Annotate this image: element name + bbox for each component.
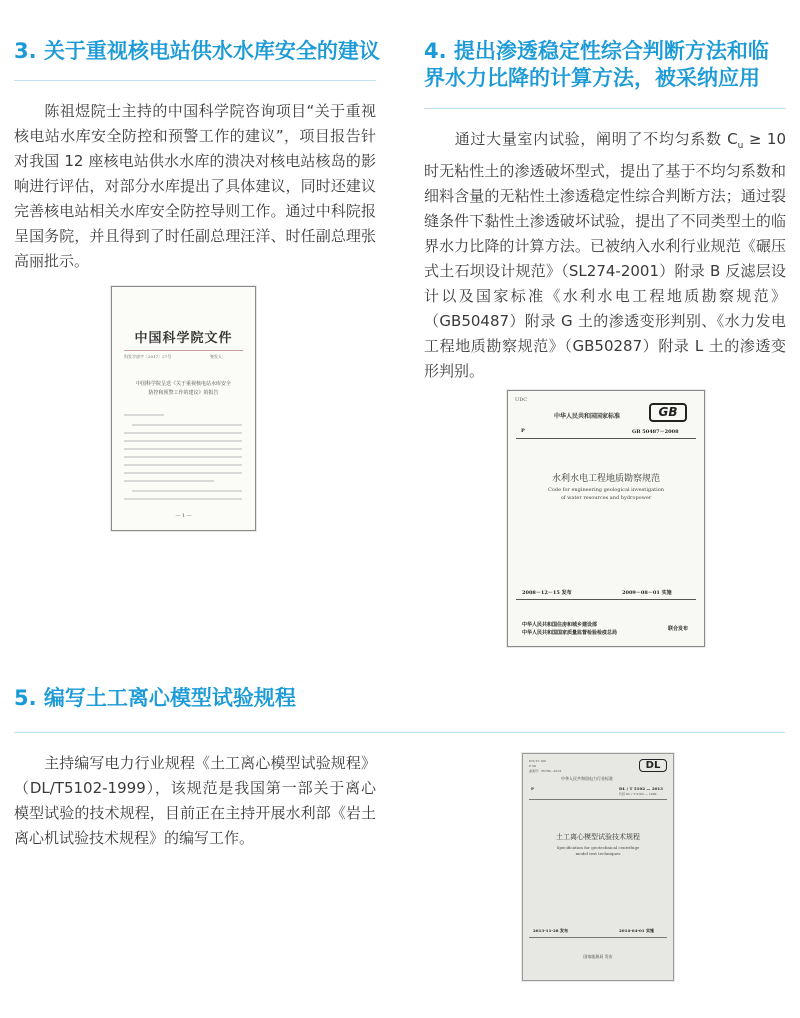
section3-title: 3. 关于重视核电站供水水库安全的建议 — [14, 39, 380, 63]
doc-ics: ICS 27.100 — [529, 759, 546, 763]
doc-title-en1: Specification for geotechnical centrifuge — [556, 845, 640, 850]
doc-issuer1: 中华人民共和国住房和城乡建设部 — [522, 622, 598, 628]
doc-effect-date: 2009－08－01 实施 — [622, 590, 672, 596]
doc-p-small: P 59 — [529, 764, 536, 768]
section3-divider — [14, 80, 376, 81]
section4-body-post: ≥ 10 时无粘性土的渗透破坏型式，提出了基于不均匀系数和细料含量的无粘性土渗透稳定性综合判断方法；通过裂缝条件下黏性土渗透破坏试验，提出了不同类型土的临界水力比降的计算方法。已被纳入水利行业规范《碾压式土石坝设计规范》（SL274-2001）附录 B 反滤层设计以及国家标准《水利水电工程地质勘察规范》（GB50487）附录 G 土的渗透变形判别、《水力发电工程地质勘察规范》（GB50287）附录 L 土的渗透变形判别。 — [424, 130, 786, 380]
section5-body — [14, 751, 376, 851]
doc-header: 中国科学院文件 — [134, 331, 233, 346]
section3-document-image — [111, 286, 256, 531]
section3-body — [14, 99, 376, 274]
doc-title-line1: 中国科学院呈送《关于重视核电站水库安全 — [135, 381, 231, 387]
doc-code: DL / T 5102 — 2013 — [619, 786, 663, 791]
section4-document-image — [507, 390, 705, 647]
section4-title-line2: 界水力比降的计算方法，被采纳应用 — [424, 66, 760, 90]
section5-divider — [14, 732, 785, 733]
doc-title-cn: 水利水电工程地质勘察规范 — [551, 474, 660, 484]
doc-p-mark: P — [521, 428, 525, 434]
section4-body-pre: 通过大量室内试验，阐明了不均匀系数 C — [454, 130, 738, 148]
section5-body-text: 主持编写电力行业规程《土工离心模型试验规程》（DL/T5102-1999），该规范是我国第一部关于离心模型试验的技术规程，目前正在主持开展水利部《岩土离心机试验技术规程》的编写工作。 — [14, 754, 376, 847]
doc-issuer2: 中华人民共和国国家质量监督检验检疫总局 — [522, 630, 618, 636]
doc-title-cn: 土工离心模型试验技术规程 — [556, 833, 640, 841]
doc-standard-org: 中华人民共和国国家标准 — [554, 413, 621, 420]
doc-signer: 签发人： — [210, 354, 226, 359]
section4-divider — [424, 108, 786, 109]
doc-title-line2: 防控和预警工作的建议》的报告 — [148, 390, 219, 396]
section4-title-line1: 4. 提出渗透稳定性综合判断方法和临 — [424, 39, 769, 63]
section5-document-image — [522, 753, 674, 981]
doc-joint: 联合发布 — [668, 626, 689, 632]
section4-body — [424, 127, 786, 384]
doc-effect-date: 2014-04-01 实施 — [619, 928, 654, 933]
doc-issue-date: 2008－12－15 发布 — [522, 590, 572, 596]
doc-issue-date: 2013-11-28 发布 — [533, 928, 568, 933]
doc-standard-org: 中华人民共和国电力行业标准 — [561, 776, 613, 781]
doc-code: GB 50487－2008 — [632, 429, 679, 435]
doc-title-en2: of water resources and hydropower — [560, 495, 652, 501]
doc-p-mark: P — [531, 786, 535, 791]
doc-title-en1: Code for engineering geological investigation — [548, 487, 664, 493]
section4-body-sub: u — [737, 141, 744, 151]
doc-title-en2: model test techniques — [575, 851, 621, 856]
gb-logo: GB — [649, 403, 687, 422]
doc-replace: 代替 DL / T 5102 — 1999 — [619, 792, 657, 796]
doc-page-number: — 1 — — [175, 513, 192, 519]
doc-record: 备案号：35790—2013 — [529, 769, 562, 773]
doc-issuer: 国家能源局 发布 — [583, 954, 613, 959]
doc-ref: 科发学部字〔2017〕27号 — [124, 354, 172, 359]
doc-udc: UDC — [515, 397, 528, 403]
dl-logo: DL — [639, 759, 667, 772]
section3-body-text: 陈祖煜院士主持的中国科学院咨询项目“关于重视核电站水库安全防控和预警工作的建议”，项目报告针对我国 12 座核电站供水水库的溃决对核电站核岛的影响进行评估，对部分水库提出了具体建议，同时还建议完善核电站相关水库安全防控导则工作。通过中科院报呈国务院，并且得到了时任副总理汪洋、时任副总理张高丽批示。 — [14, 102, 376, 270]
section5-title: 5. 编写土工离心模型试验规程 — [14, 686, 296, 710]
